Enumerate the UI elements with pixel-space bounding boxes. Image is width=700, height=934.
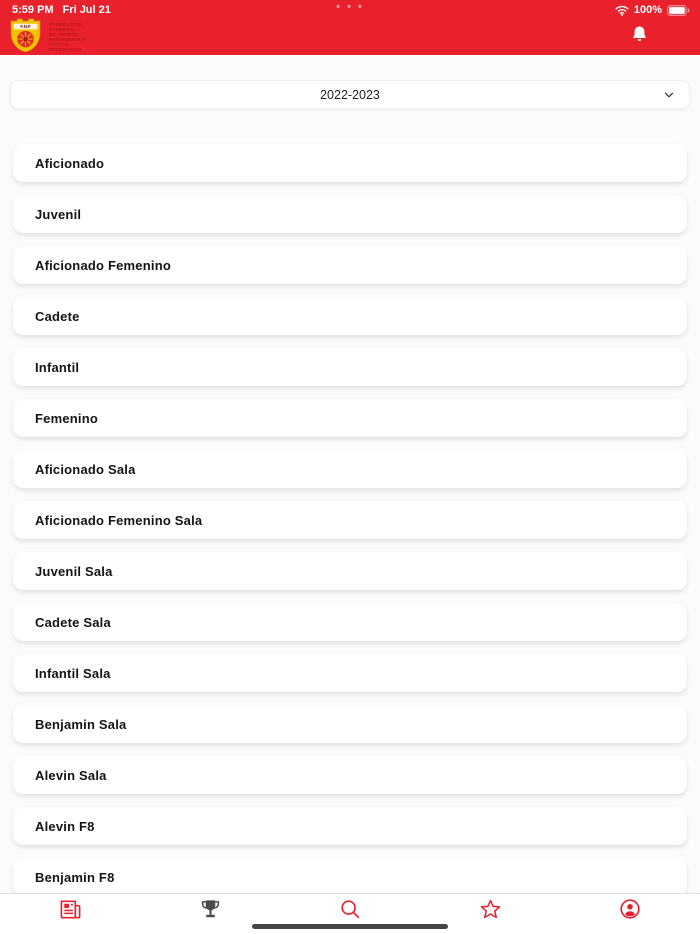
category-item[interactable]: [13, 450, 687, 488]
category-item[interactable]: [13, 552, 687, 590]
category-item[interactable]: [13, 501, 687, 539]
chevron-down-icon: [662, 88, 676, 102]
status-bar: [0, 0, 700, 20]
battery-icon: [667, 5, 690, 16]
category-label: Cadete: [35, 308, 80, 324]
trophy-icon: [199, 898, 222, 921]
category-item[interactable]: [13, 705, 687, 743]
category-item[interactable]: [13, 297, 687, 335]
category-label: Benjamin F8: [35, 869, 115, 885]
tab-bar: [0, 893, 700, 934]
federation-name: FEDERACIÓN NAVARRA DE FÚTBOL NAFARROAKO FUTBOL FEDERAZIOA: [49, 22, 86, 52]
category-label: Cadete Sala: [35, 614, 111, 630]
newspaper-icon: [59, 898, 82, 921]
category-item[interactable]: [13, 144, 687, 182]
category-label: Aficionado Sala: [35, 461, 136, 477]
category-label: Aficionado: [35, 155, 105, 171]
season-value: 2022-2023: [320, 87, 380, 102]
category-label: Infantil Sala: [35, 665, 111, 681]
category-label: Aficionado Femenino: [35, 257, 171, 273]
person-icon: [619, 898, 641, 920]
category-item[interactable]: [13, 348, 687, 386]
wifi-icon: [615, 5, 629, 16]
menu-button[interactable]: [668, 27, 688, 42]
battery-percent: 100%: [633, 4, 662, 16]
search-icon: [339, 898, 361, 920]
federation-logo: [10, 18, 85, 53]
category-label: Infantil: [35, 359, 80, 375]
tab-news[interactable]: [0, 894, 140, 934]
notifications-button[interactable]: [630, 24, 649, 44]
tab-profile[interactable]: [560, 894, 700, 934]
season-dropdown[interactable]: [10, 80, 690, 109]
category-label: Benjamin Sala: [35, 716, 127, 732]
home-indicator[interactable]: [252, 924, 448, 929]
category-label: Alevin F8: [35, 818, 95, 834]
multitask-dots-icon: • • •: [336, 1, 364, 13]
category-item[interactable]: [13, 807, 687, 845]
app-header: [0, 20, 700, 55]
category-list: [10, 144, 690, 893]
category-item[interactable]: [13, 246, 687, 284]
category-label: Juvenil: [35, 206, 82, 222]
svg-text:F.N.F: F.N.F: [20, 24, 31, 30]
bell-icon: [630, 24, 649, 44]
category-label: Alevin Sala: [35, 767, 107, 783]
content-area: [0, 55, 700, 893]
category-label: Juvenil Sala: [35, 563, 113, 579]
category-item[interactable]: [13, 399, 687, 437]
category-item[interactable]: [13, 654, 687, 692]
category-item[interactable]: [13, 756, 687, 794]
category-label: Aficionado Femenino Sala: [35, 512, 203, 528]
status-date: Fri Jul 21: [62, 4, 111, 16]
status-time: 5:59 PM: [12, 4, 54, 16]
category-label: Femenino: [35, 410, 98, 426]
category-item[interactable]: [13, 858, 687, 893]
federation-crest-icon: [10, 18, 41, 53]
category-item[interactable]: [13, 195, 687, 233]
star-icon: [479, 898, 502, 921]
category-item[interactable]: [13, 603, 687, 641]
